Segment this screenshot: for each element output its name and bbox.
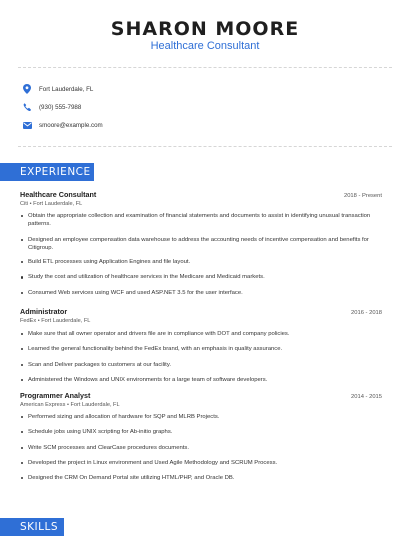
job-title: Healthcare Consultant <box>20 190 97 199</box>
job-dates: 2018 - Present <box>343 193 382 199</box>
job-company: Citi • Fort Lauderdale, FL <box>20 201 83 207</box>
job-bullets <box>20 330 382 384</box>
list-item: Scan and Deliver packages to customers at our facility. <box>20 361 382 369</box>
email-text: smoore@example.com <box>39 121 103 129</box>
list-item: Developed the project in Linux environment and Used Agile Methodology and SCRUM Process. <box>20 459 382 467</box>
job-dates: 2016 - 2018 <box>351 310 382 316</box>
phone-text: (930) 555-7988 <box>39 103 82 111</box>
skills-section-heading: SKILLS <box>0 518 64 536</box>
list-item: Administered the Windows and UNIX environments for a large team of software developers. <box>20 376 382 384</box>
divider <box>18 67 392 68</box>
contact-phone <box>22 101 81 113</box>
job-title: Administrator <box>20 307 68 316</box>
list-item: Consumed Web services using WCF and used ASP.NET 3.5 for the user interface. <box>20 289 382 297</box>
divider <box>18 146 392 147</box>
list-item: Designed the CRM On Demand Portal site utilizing HTML/PHP, and Oracle DB. <box>20 474 382 482</box>
job-company: FedEx • Fort Lauderdale, FL <box>20 318 91 324</box>
candidate-name: SHARON MOORE <box>110 18 300 40</box>
list-item: Designed an employee compensation data warehouse to address the accounting needs of incentive compensation and benefits for Citigroup. <box>20 236 382 253</box>
candidate-title: Healthcare Consultant <box>150 40 260 52</box>
list-item: Performed sizing and allocation of hardware for SQP and MLRB Projects. <box>20 413 382 421</box>
job-title: Programmer Analyst <box>20 391 91 400</box>
job-entry <box>20 391 382 408</box>
contact-email <box>22 119 103 131</box>
list-item: Build ETL processes using Application Engines and file layout. <box>20 258 382 266</box>
job-bullets <box>20 413 382 482</box>
list-item: Make sure that all owner operator and drivers file are in compliance with DOT and company policies. <box>20 330 382 338</box>
envelope-icon <box>22 120 32 130</box>
contact-location <box>22 83 93 95</box>
list-item: Learned the general functionality behind the FedEx brand, with an emphasis in quality assurance. <box>20 345 382 353</box>
experience-section-heading: EXPERIENCE <box>0 163 94 181</box>
job-dates: 2014 - 2015 <box>351 394 382 400</box>
location-pin-icon <box>22 84 32 94</box>
list-item: Schedule jobs using UNIX scripting for Ab-initio graphs. <box>20 428 382 436</box>
list-item: Write SCM processes and ClearCase procedures documents. <box>20 444 382 452</box>
job-company: American Express • Fort Lauderdale, FL <box>20 402 120 408</box>
list-item: Obtain the appropriate collection and examination of financial statements and documents to assist in identifying unusual transaction patterns. <box>20 212 382 229</box>
list-item: Study the cost and utilization of healthcare services in the Medicare and Medicaid markets. <box>20 273 382 281</box>
job-bullets <box>20 212 382 297</box>
job-entry <box>20 307 382 324</box>
location-text: Fort Lauderdale, FL <box>39 85 94 93</box>
phone-icon <box>22 102 32 112</box>
job-entry <box>20 190 382 207</box>
